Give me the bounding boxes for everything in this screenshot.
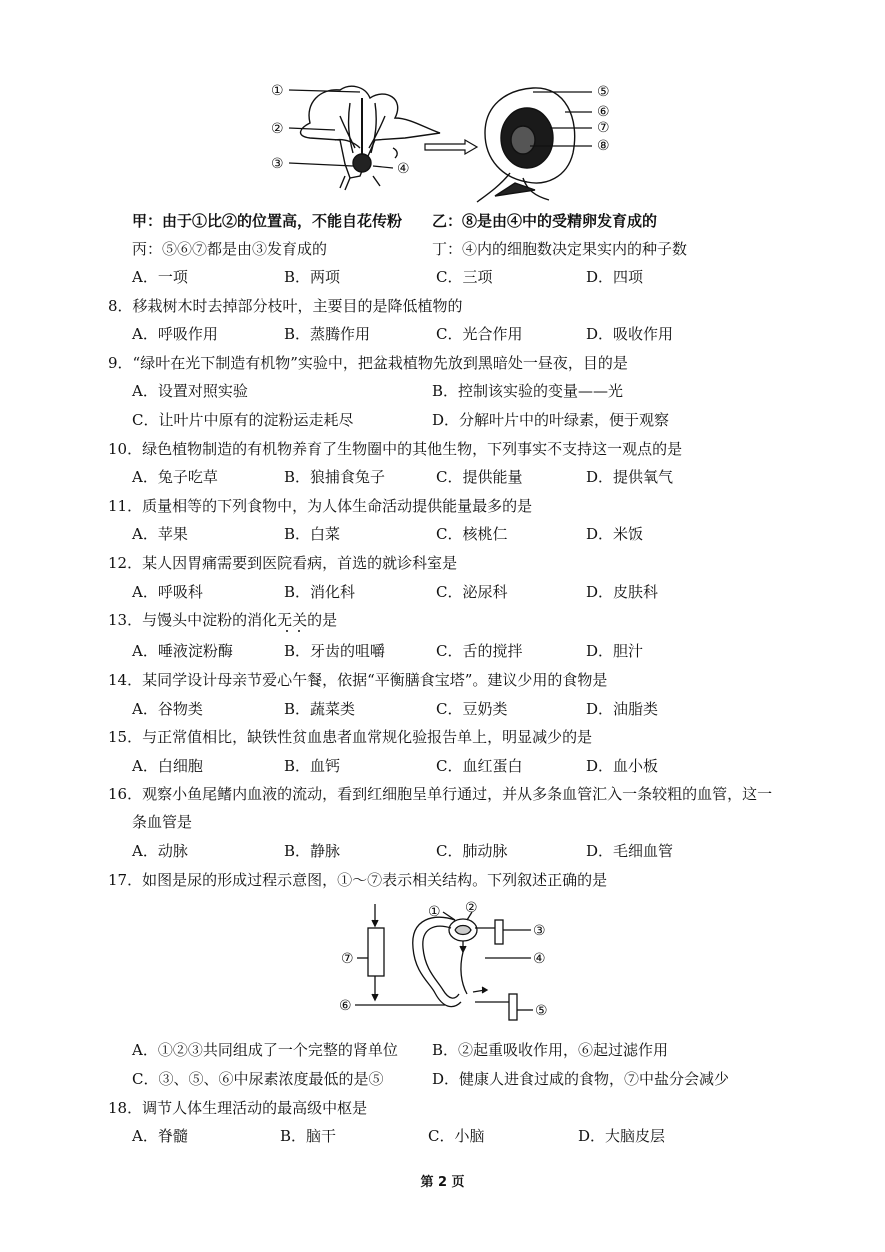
flower-label-2: ②	[271, 121, 284, 137]
q8-option-a[interactable]: A．呼吸作用	[132, 325, 218, 343]
q17-option-d[interactable]: D．健康人进食过咸的食物，⑦中盐分会减少	[432, 1070, 730, 1088]
kidney-label-4: ④	[533, 951, 546, 967]
q13-option-a[interactable]: A．唾液淀粉酶	[132, 642, 233, 660]
q12-option-d[interactable]: D．皮肤科	[586, 583, 659, 601]
q18-stem: 18．调节人体生理活动的最高级中枢是	[108, 1099, 368, 1117]
flower-diagram	[301, 86, 440, 190]
q11-option-c[interactable]: C．核桃仁	[436, 525, 508, 543]
q8-stem: 8．移栽树木时去掉部分枝叶，主要目的是降低植物的	[108, 297, 463, 315]
q10-option-a[interactable]: A．兔子吃草	[132, 468, 218, 486]
q7-statement-ding: 丁：④内的细胞数决定果实内的种子数	[432, 240, 688, 258]
q10-stem: 10．绿色植物制造的有机物养育了生物圈中的其他生物，下列事实不支持这一观点的是	[108, 440, 683, 458]
q9-option-a[interactable]: A．设置对照实验	[132, 382, 248, 400]
fruit-label-6: ⑥	[597, 104, 610, 120]
flower-label-1: ①	[271, 83, 284, 99]
q7-statement-jia: 甲：由于①比②的位置高，不能自花传粉	[132, 212, 403, 230]
q9-option-b[interactable]: B．控制该实验的变量——光	[432, 382, 624, 400]
q18-option-c[interactable]: C．小脑	[428, 1127, 485, 1145]
kidney-label-7: ⑦	[341, 951, 354, 967]
kidney-label-6: ⑥	[339, 998, 352, 1014]
q14-option-b[interactable]: B．蔬菜类	[284, 700, 356, 718]
kidney-label-5: ⑤	[535, 1003, 548, 1019]
q17-option-c[interactable]: C．③、⑤、⑥中尿素浓度最低的是⑤	[132, 1070, 384, 1088]
q7-option-b[interactable]: B．两项	[284, 268, 341, 286]
q7-statement-bing: 丙：⑤⑥⑦都是由③发育成的	[132, 240, 328, 258]
q12-option-b[interactable]: B．消化科	[284, 583, 356, 601]
q16-option-b[interactable]: B．静脉	[284, 842, 341, 860]
flower-fruit-figure	[265, 78, 625, 203]
q7-option-a[interactable]: A．一项	[132, 268, 188, 286]
kidney-label-2: ②	[465, 900, 478, 916]
q9-option-c[interactable]: C．让叶片中原有的淀粉运走耗尽	[132, 411, 354, 429]
q15-option-c[interactable]: C．血红蛋白	[436, 757, 523, 775]
q15-option-b[interactable]: B．血钙	[284, 757, 341, 775]
q12-option-a[interactable]: A．呼吸科	[132, 583, 203, 601]
kidney-label-1: ①	[428, 904, 441, 920]
arrow-icon	[425, 140, 477, 154]
q10-option-b[interactable]: B．狼捕食兔子	[284, 468, 386, 486]
q18-option-a[interactable]: A．脊髓	[132, 1127, 188, 1145]
q14-option-c[interactable]: C．豆奶类	[436, 700, 508, 718]
q7-option-d[interactable]: D．四项	[586, 268, 644, 286]
q14-stem: 14．某同学设计母亲节爱心午餐，依据“平衡膳食宝塔”。建议少用的食物是	[108, 671, 608, 689]
q17-stem: 17．如图是尿的形成过程示意图，①～⑦表示相关结构。下列叙述正确的是	[108, 871, 608, 889]
q11-stem: 11．质量相等的下列食物中，为人体生命活动提供能量最多的是	[108, 497, 533, 515]
q14-option-a[interactable]: A．谷物类	[132, 700, 203, 718]
q15-option-d[interactable]: D．血小板	[586, 757, 659, 775]
q7-statement-yi: 乙：⑧是由④中的受精卵发育成的	[432, 212, 658, 230]
q12-option-c[interactable]: C．泌尿科	[436, 583, 508, 601]
q15-stem: 15．与正常值相比，缺铁性贫血患者血常规化验报告单上，明显减少的是	[108, 728, 593, 746]
q13-option-b[interactable]: B．牙齿的咀嚼	[284, 642, 386, 660]
q17-option-a[interactable]: A．①②③共同组成了一个完整的肾单位	[132, 1041, 398, 1059]
emphasis-dots	[284, 630, 304, 634]
q9-stem: 9．“绿叶在光下制造有机物”实验中，把盆栽植物先放到黑暗处一昼夜，目的是	[108, 354, 628, 372]
page-footer: 第 2 页	[420, 1175, 465, 1190]
fruit-label-7: ⑦	[597, 120, 610, 136]
urine-formation-figure	[335, 898, 555, 1030]
q14-option-d[interactable]: D．油脂类	[586, 700, 659, 718]
q18-option-d[interactable]: D．大脑皮层	[578, 1127, 666, 1145]
q7-option-c[interactable]: C．三项	[436, 268, 493, 286]
flower-label-3: ③	[271, 156, 284, 172]
q13-stem: 13．与馒头中淀粉的消化无关的是	[108, 611, 338, 629]
q8-option-b[interactable]: B．蒸腾作用	[284, 325, 371, 343]
q12-stem: 12．某人因胃痛需要到医院看病，首选的就诊科室是	[108, 554, 458, 572]
kidney-label-3: ③	[533, 923, 546, 939]
q17-option-b[interactable]: B．②起重吸收作用，⑥起过滤作用	[432, 1041, 669, 1059]
q13-option-d[interactable]: D．胆汁	[586, 642, 644, 660]
q11-option-b[interactable]: B．白菜	[284, 525, 341, 543]
fruit-label-8: ⑧	[597, 138, 610, 154]
q18-option-b[interactable]: B．脑干	[280, 1127, 337, 1145]
q16-stem-cont: 条血管是	[132, 813, 193, 831]
q10-option-c[interactable]: C．提供能量	[436, 468, 523, 486]
q11-option-a[interactable]: A．苹果	[132, 525, 188, 543]
flower-label-4: ④	[397, 161, 410, 177]
q11-option-d[interactable]: D．米饭	[586, 525, 644, 543]
q15-option-a[interactable]: A．白细胞	[132, 757, 203, 775]
q16-option-c[interactable]: C．肺动脉	[436, 842, 508, 860]
q8-option-d[interactable]: D．吸收作用	[586, 325, 674, 343]
q10-option-d[interactable]: D．提供氧气	[586, 468, 674, 486]
fruit-label-5: ⑤	[597, 84, 610, 100]
q16-option-d[interactable]: D．毛细血管	[586, 842, 674, 860]
fruit-diagram	[477, 88, 575, 202]
q9-option-d[interactable]: D．分解叶片中的叶绿素，便于观察	[432, 411, 670, 429]
q16-option-a[interactable]: A．动脉	[132, 842, 188, 860]
q16-stem: 16．观察小鱼尾鳍内血液的流动，看到红细胞呈单行通过，并从多条血管汇入一条较粗的血管，这一	[108, 785, 773, 803]
q8-option-c[interactable]: C．光合作用	[436, 325, 523, 343]
q13-option-c[interactable]: C．舌的搅拌	[436, 642, 523, 660]
